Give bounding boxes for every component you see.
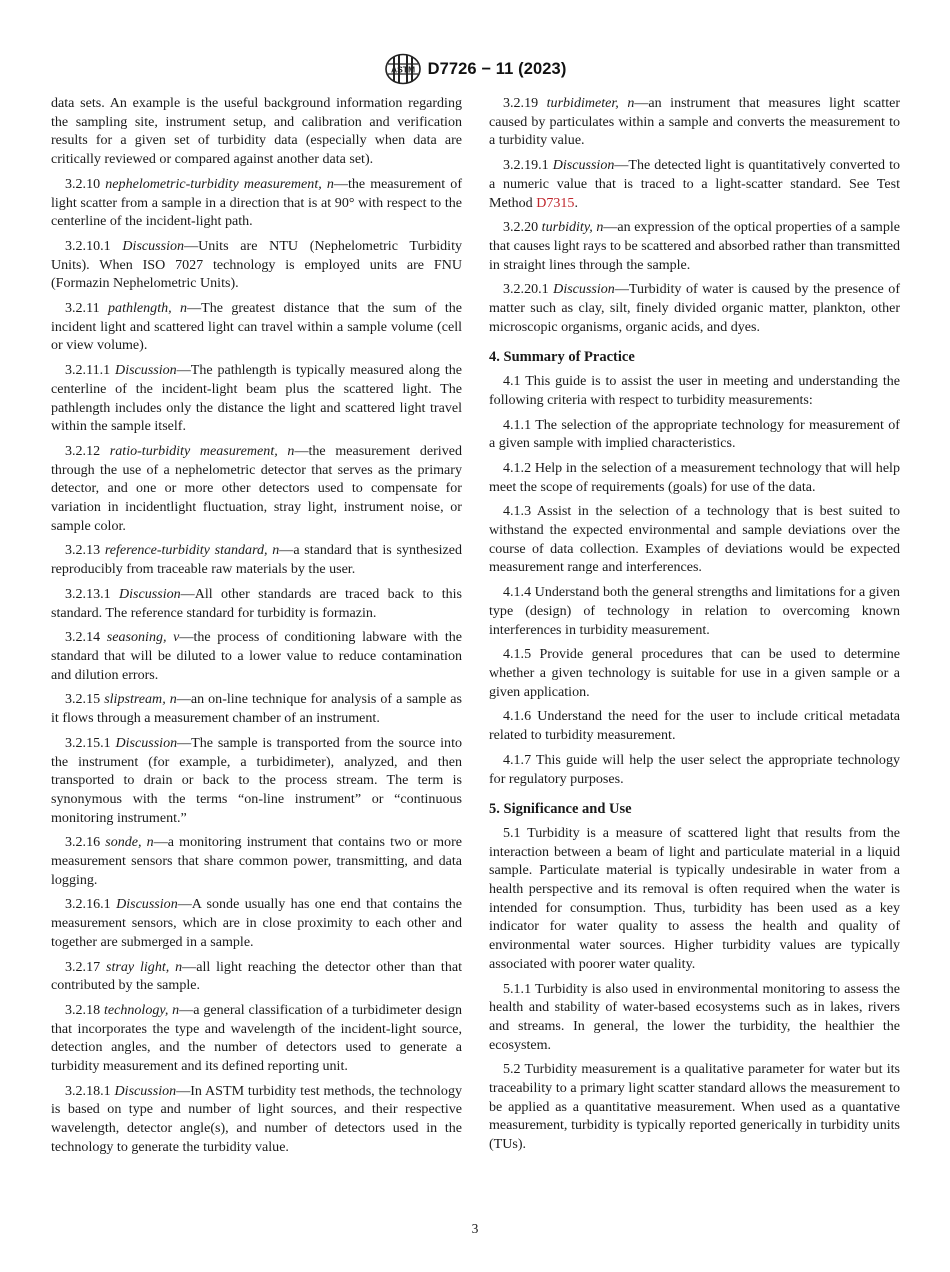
clause-number: 3.2.20.1 — [503, 281, 549, 298]
section-4-heading: 4. Summary of Practice — [489, 349, 635, 366]
defined-term: Discussion — [115, 362, 177, 379]
body-paragraph: 5.1 Turbidity is a measure of scattered light that results from the interaction between a beam of light and particulate material in a liquid sample. Particulate material is typically undesirable in water from a health perspective and its removal is often required when the water is intended for consumption. Thus, turbidity has been used as a key indicator for water quality to assess the health and quality of environmental water sources. Higher turbidity values are typically associated with poorer water quality. — [489, 824, 900, 972]
clause-number: 3.2.15.1 — [65, 734, 111, 751]
defined-term: seasoning, v — [106, 629, 180, 646]
defined-term: technology, n — [103, 1001, 180, 1018]
clause-number: 3.2.19.1 — [503, 157, 549, 174]
definition-text: —Units are NTU (Nephelometric Turbidity Units). When ISO 7027 technology is employed units are FNU (Formazin Nephelometric Units). — [51, 237, 462, 292]
definition-3-2-11-1 — [51, 361, 462, 436]
definition-3-2-19 — [489, 94, 900, 150]
reference-link[interactable]: D7315 — [536, 194, 575, 211]
definition-3-2-14 — [51, 628, 462, 684]
clause-number: 3.2.16 — [65, 834, 101, 851]
definition-text: data sets. An example is the useful background information regarding the sampling site, instrument setup, and calibration and verification results for a given set of turbidity data (especially when data are critically reviewed or compared against another data set). — [51, 95, 462, 168]
definition-text: —In ASTM turbidity test methods, the technology is based on type and number of light sources, and their respective wavelength, detector angle(s), and number of detectors used in the technology to generate the turbidity value. — [51, 1082, 462, 1155]
body-paragraph: 4.1 This guide is to assist the user in meeting and understanding the following criteria with respect to turbidity measurements: — [489, 373, 900, 408]
definition-3-2-16 — [51, 833, 462, 889]
defined-term: reference-turbidity standard, n — [104, 542, 280, 559]
definition-3-2-11 — [51, 299, 462, 355]
clause-number: 3.2.10 — [65, 175, 101, 192]
clause-number: 3.2.14 — [65, 629, 101, 646]
page-header — [0, 52, 950, 86]
clause-number: 3.2.16.1 — [65, 896, 111, 913]
definition-text: —A sonde usually has one end that contains the measurement sensors, which are in close proximity to each other and together are submerged in a sample. — [51, 896, 462, 950]
body-paragraph: 5.2 Turbidity measurement is a qualitative parameter for water but its traceability to a primary light scatter standard allows the measurement to be applied as a quantitative measurement. When used as a quantative measurement, turbidity is typically reported generically in turbidity units (TUs). — [489, 1061, 900, 1153]
clause-number: 3.2.18.1 — [65, 1082, 111, 1099]
definition-3-2-18-1 — [51, 1082, 462, 1157]
definition-3-2-18 — [51, 1001, 462, 1076]
definition-text: —The sample is transported from the source into the instrument (for example, a turbidimeter), analyzed, and then transported to drain or back to the process stream. The term is synonymous with the terms “on-line instrument” or “continuous monitoring instrument.” — [51, 734, 462, 826]
body-paragraph: 4.1.1 The selection of the appropriate technology for measurement of a given sample with implied characteristics. — [489, 416, 900, 452]
defined-term: Discussion — [115, 734, 178, 751]
paragraph-continued — [51, 94, 462, 169]
page-number: 3 — [471, 1221, 479, 1236]
definition-text: —Turbidity of water is caused by the presence of matter such as clay, silt, finely divided organic matter, plankton, other microscopic organisms, organic acids, and dyes. — [489, 281, 900, 335]
definition-text: —All other standards are traced back to this standard. The reference standard for turbidity is formazin. — [51, 585, 463, 621]
clause-number: 3.2.20 — [503, 219, 539, 236]
right-definitions — [489, 94, 900, 336]
section-5-body — [489, 824, 900, 1154]
definition-text: —The greatest distance that the sum of the incident light and scattered light can travel within a sample volume (cell or view volume). — [51, 300, 463, 354]
definition-text: —the measurement of light scatter from a sample in a direction that is at 90° with respect to the centerline of the incident-light path. — [51, 175, 462, 230]
clause-number: 3.2.12 — [65, 442, 101, 459]
definition-text-end: . — [574, 194, 578, 211]
clause-number: 3.2.13.1 — [65, 585, 111, 602]
clause-number: 3.2.13 — [65, 542, 101, 559]
defined-term: Discussion — [118, 585, 181, 602]
definition-text: —The pathlength is typically measured along the centerline of the incident-light beam plus the scattered light. The pathlength includes only the distance the light and scattered light travel within the sample itself. — [51, 362, 462, 435]
defined-term: turbidity, n — [541, 219, 604, 236]
clause-number: 3.2.15 — [65, 691, 101, 708]
clause-number: 3.2.11 — [65, 300, 100, 317]
defined-term: ratio-turbidity measurement, n — [109, 442, 295, 459]
definition-3-2-12 — [51, 442, 462, 536]
astm-logo-icon — [384, 53, 422, 85]
definition-text: —a general classification of a turbidimeter design that incorporates the type and wavelength of the incident-light source, detection angles, and the number of detectors used to generate a turbidity measurement and its defined reporting unit. — [51, 1001, 462, 1075]
defined-term: nephelometric-turbidity measurement, n — [105, 175, 334, 192]
definition-text: —the measurement derived through the use of a nephelometric detector that serves as the primary detector, and one or more other detectors used to compensate for variation in incidentlight fluctuation, stray light, instrument noise, or sample color. — [51, 442, 462, 534]
body-paragraph: 4.1.5 Provide general procedures that can be used to determine whether a given technology is suitable for use in a given sample or a given application. — [489, 646, 900, 700]
defined-term: Discussion — [553, 281, 615, 298]
left-column — [51, 94, 462, 1163]
defined-term: stray light, n — [106, 958, 183, 975]
definition-text: —all light reaching the detector other than that contributed by the sample. — [51, 958, 462, 994]
section-4-body — [489, 372, 900, 788]
definition-3-2-20 — [489, 218, 900, 274]
clause-number: 3.2.11.1 — [65, 362, 111, 379]
definition-3-2-13 — [51, 541, 462, 578]
definition-3-2-17 — [51, 958, 462, 995]
defined-term: turbidimeter, n — [546, 95, 635, 111]
clause-number: 3.2.10.1 — [65, 237, 111, 254]
body-paragraph: 4.1.4 Understand both the general strengths and limitations for a given type (design) of technology in relation to overcoming known interferences in turbidity measurement. — [489, 584, 900, 638]
astm-logo-text: ASTM — [390, 64, 415, 75]
right-column — [489, 94, 900, 1160]
defined-term: Discussion — [122, 237, 185, 254]
definition-text: —a standard that is synthesized reproducibly from traceable raw materials by the user. — [51, 542, 462, 578]
clause-number: 3.2.18 — [65, 1001, 101, 1018]
definition-text: —the process of conditioning labware with the standard that will be diluted to a lower value to reduce contamination and dilution errors. — [51, 629, 463, 683]
definition-3-2-20-1 — [489, 280, 900, 336]
section-5-heading: 5. Significance and Use — [489, 801, 632, 818]
standard-designation: D7726 − 11 (2023) — [427, 59, 567, 78]
definition-text: —an expression of the optical properties of a sample that causes light rays to be scattered and absorbed rather than transmitted in straight lines through the sample. — [489, 219, 901, 273]
definition-3-2-15 — [51, 690, 462, 727]
definition-3-2-19-1 — [489, 156, 900, 212]
defined-term: Discussion — [114, 1082, 177, 1099]
defined-term: sonde, n — [105, 834, 154, 851]
definition-3-2-16-1 — [51, 895, 462, 951]
definition-text: —a monitoring instrument that contains two or more measurement sensors that share common power, transmitting, and data logging. — [51, 834, 462, 888]
defined-term: pathlength, n — [108, 300, 188, 317]
defined-term: slipstream, n — [104, 691, 177, 708]
body-paragraph: 5.1.1 Turbidity is also used in environmental monitoring to assess the health and stability of water-based ecosystems such as in lakes, rivers and streams. In general, the lower the turbidity, the healthier the ecosystem. — [489, 980, 900, 1053]
definition-text: —an instrument that measures light scatter caused by particulates within a sample and converts the measurement to a turbidity value. — [489, 95, 901, 149]
definition-3-2-10-1 — [51, 237, 462, 293]
clause-number: 3.2.19 — [503, 95, 539, 111]
defined-term: Discussion — [116, 896, 178, 913]
definition-3-2-13-1 — [51, 585, 462, 622]
definition-3-2-10 — [51, 175, 462, 231]
definition-3-2-15-1 — [51, 734, 462, 828]
definition-text: —The detected light is quantitatively converted to a numeric value that is traced to a light-scatter standard. See Test Method — [489, 157, 901, 211]
body-paragraph: 4.1.3 Assist in the selection of a technology that is best suited to withstand the expected environmental and sample deviations over the course of data collection. Examples of deviations would be expected measurement range and interferences. — [489, 503, 900, 576]
body-paragraph: 4.1.7 This guide will help the user select the appropriate technology for regulatory purposes. — [489, 751, 900, 787]
clause-number: 3.2.17 — [65, 958, 101, 975]
definition-text: —an on-line technique for analysis of a sample as it flows through a measurement chamber of an instrument. — [51, 691, 462, 727]
defined-term: Discussion — [552, 157, 615, 174]
body-paragraph: 4.1.2 Help in the selection of a measurement technology that will help meet the scope of requirements (goals) for use of the data. — [489, 459, 900, 495]
body-paragraph: 4.1.6 Understand the need for the user to include critical metadata related to turbidity measurement. — [489, 708, 900, 744]
